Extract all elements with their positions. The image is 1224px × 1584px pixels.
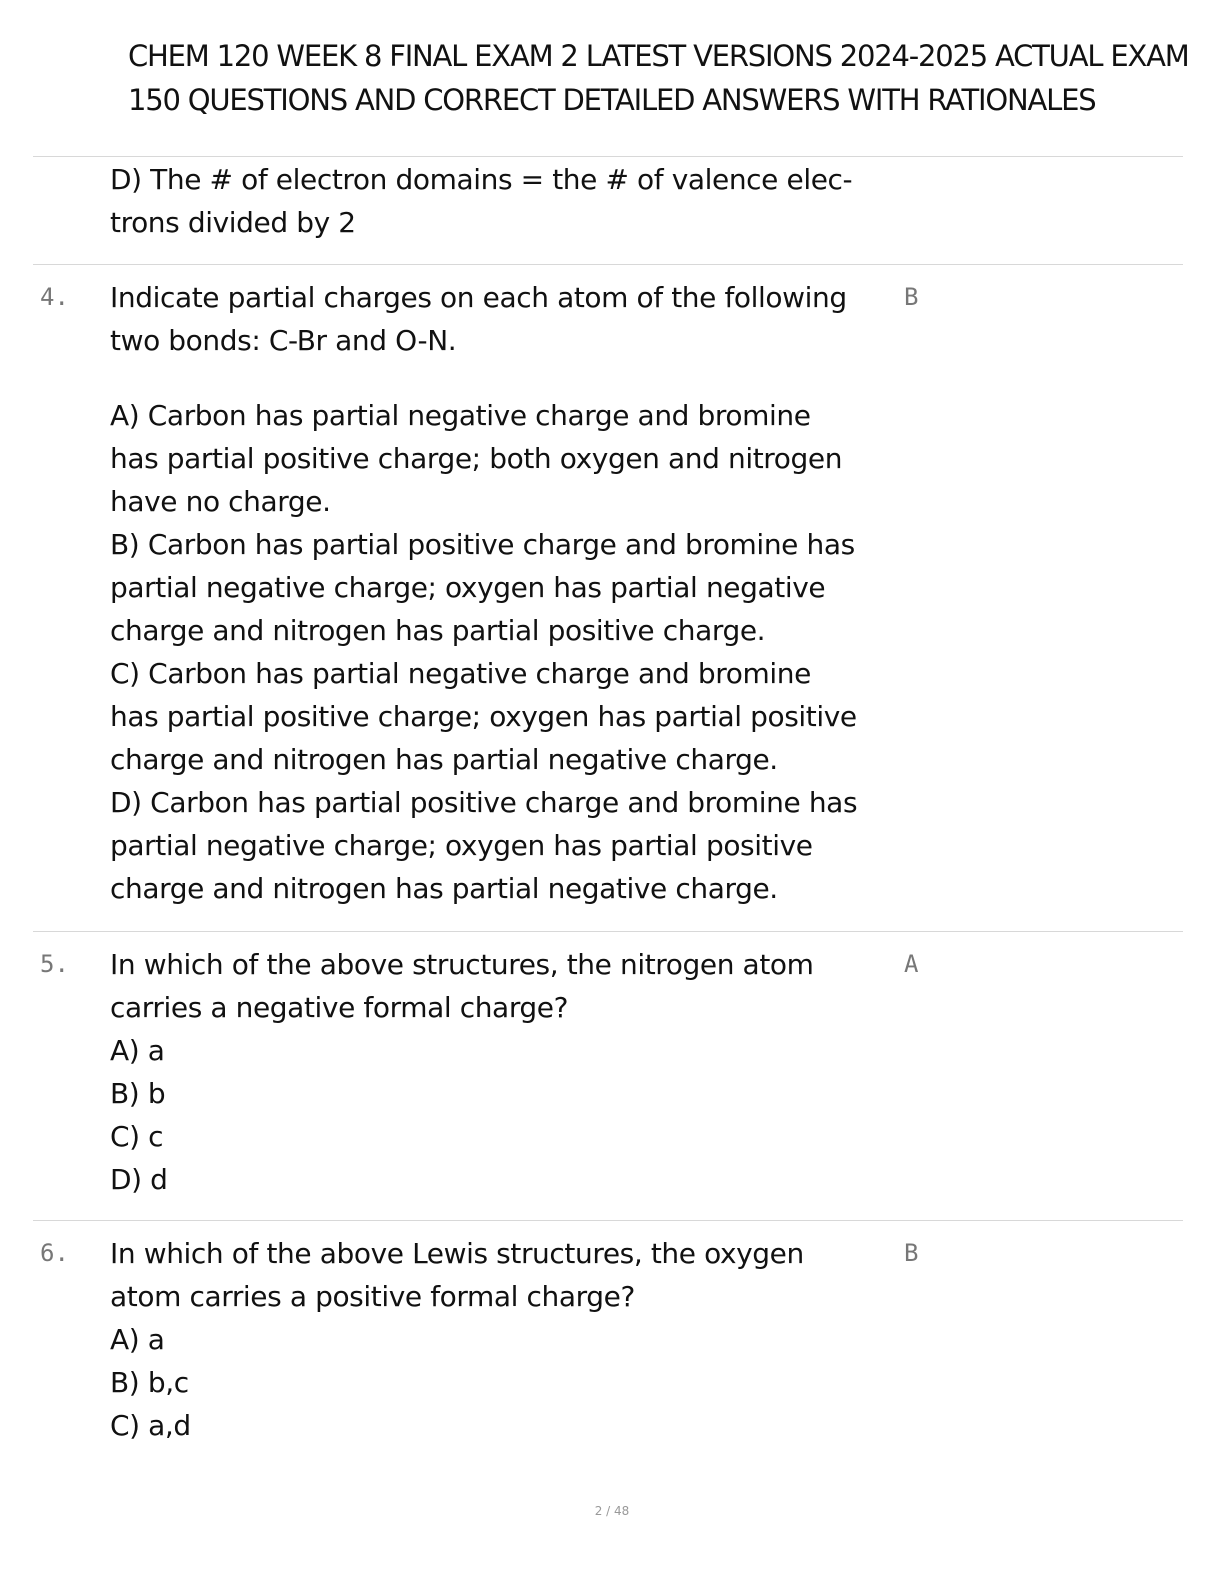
option-line: A) Carbon has partial negative charge and bromine [110,399,811,432]
option-line: A) a [110,1323,165,1356]
question-prompt: two bonds: C-Br and O-N. [110,324,457,357]
option-line: C) Carbon has partial negative charge and bromine [110,657,811,690]
question-block [110,276,910,910]
question-block [110,1232,910,1447]
text-line: trons divided by 2 [110,206,356,239]
header-title-line-1: CHEM 120 WEEK 8 FINAL EXAM 2 LATEST VERSIONS 2024-2025 ACTUAL EXAM [128,39,1189,73]
text-line: D) The # of electron domains = the # of valence elec- [110,163,853,196]
question-number: 6. [40,1239,69,1267]
header-title-line-2: 150 QUESTIONS AND CORRECT DETAILED ANSWERS WITH RATIONALES [128,83,1096,117]
divider [33,931,1183,932]
continued-answer-text [110,158,910,244]
question-number: 4. [40,283,69,311]
question-prompt: In which of the above structures, the nitrogen atom [110,948,814,981]
divider [33,156,1183,157]
question-number: 5. [40,950,69,978]
divider [33,1220,1183,1221]
option-line: B) b,c [110,1366,189,1399]
option-line: charge and nitrogen has partial negative charge. [110,872,778,905]
question-prompt: carries a negative formal charge? [110,991,569,1024]
option-line: B) Carbon has partial positive charge and bromine has [110,528,855,561]
option-line: charge and nitrogen has partial positive charge. [110,614,766,647]
option-line: C) c [110,1120,164,1153]
page-indicator: 2 / 48 [594,1504,630,1518]
question-block [110,943,910,1201]
answer-key: A [904,950,919,978]
option-line: A) a [110,1034,165,1067]
answer-key: B [904,283,919,311]
answer-key: B [904,1239,919,1267]
option-line: has partial positive charge; oxygen has partial positive [110,700,857,733]
option-line: have no charge. [110,485,331,518]
question-prompt: atom carries a positive formal charge? [110,1280,635,1313]
option-line: has partial positive charge; both oxygen and nitrogen [110,442,843,475]
option-line: B) b [110,1077,166,1110]
question-prompt: Indicate partial charges on each atom of the following [110,281,847,314]
option-line: C) a,d [110,1409,191,1442]
option-line: partial negative charge; oxygen has partial negative [110,571,826,604]
option-line: D) Carbon has partial positive charge and bromine has [110,786,858,819]
option-line: charge and nitrogen has partial negative charge. [110,743,778,776]
document-header [128,34,1224,122]
divider [33,264,1183,265]
option-line: partial negative charge; oxygen has partial positive [110,829,813,862]
option-line: D) d [110,1163,168,1196]
question-prompt: In which of the above Lewis structures, the oxygen [110,1237,804,1270]
